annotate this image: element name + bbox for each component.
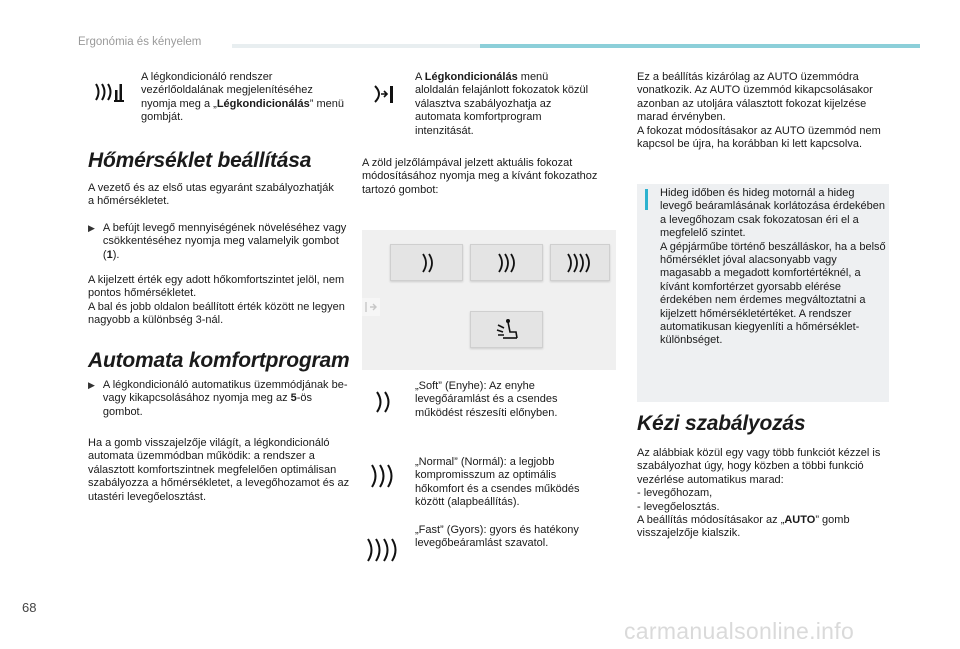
seat-airflow-button[interactable] <box>470 311 543 348</box>
manual-paragraph: Az alábbiak közül egy vagy több funkciót kézzel is szabályozhat úgy, hogy közben a többi funkció vezérlése automatikus marad: - levegőhozam, - levegőelosztás. A beállítás módosításakor az „AUTO” gomb visszajelzője kialszik. <box>637 447 881 540</box>
auto-mode-paragraph: Ez a beállítás kizárólag az AUTO üzemmódra vonatkozik. Az AUTO üzemmód kikapcsolásakor azonban az utoljára választott fokozat kijelzése marad érvényben. A fokozat módosításakor az AUTO üzemmód nem kapcsol be újra, ha korábban ki lett kapcsolva. <box>637 71 881 151</box>
panel-edge-marker <box>362 298 380 316</box>
temp-heading: Hőmérséklet beállítása <box>88 149 312 172</box>
fan-step-icon <box>373 83 397 105</box>
manual-heading: Kézi szabályozás <box>637 412 806 435</box>
fast-description: „Fast” (Gyors): gyors és hatékony levegőbeáramlást szavatol. <box>415 524 579 550</box>
fast-fan-button[interactable] <box>550 244 610 281</box>
fan-soft-icon <box>416 252 438 274</box>
info-icon <box>645 189 648 210</box>
fan-normal-icon <box>366 462 402 490</box>
temp-bullet <box>88 222 348 262</box>
tip-text: Hideg időben és hideg motornál a hideg levegő beáramlásának korlátozása érdekében a levegőhozam csak fokozatosan éri el a megfelelő szintet. A gépjárműbe történő beszálláskor, ha a belső hőmérséklet jóval alacsonyabb vagy magasabb a megadott komfortértéknél, a kívánt komfortérzet gyorsabb elérése érdekében nem érdemes megváltoztatni a kijelzett hőmérsékletértéket. A rendszer automatikusan kiegyenlíti a hőmérséklet-különbséget. <box>660 187 886 347</box>
page-number: 68 <box>22 600 37 615</box>
watermark: carmanualsonline.info <box>624 618 855 644</box>
bullet-arrow-icon: ▶ <box>88 380 95 390</box>
fan-normal-icon <box>493 252 521 274</box>
fan-fast-icon <box>564 252 596 274</box>
auto-heading: Automata komfortprogram <box>88 349 350 372</box>
temp-bullet-text: A befújt levegő mennyiségének növeléséhez vagy csökkentéséhez nyomja meg valamelyik gombot (1). <box>102 222 347 261</box>
seat-airflow-icon <box>494 318 520 342</box>
temp-para-2: A kijelzett érték egy adott hőkomfortszintet jelöl, nem pontos hőmérsékletet. A bal és jobb oldalon beállított érték között ne legyen nagyobb a különbség 3-nál. <box>88 274 345 327</box>
auto-bullet <box>88 379 348 419</box>
menu-paragraph: A Légkondicionálás menü aloldalán felajánlott fokozatok közül választva szabályozhatja az automata komfortprogram intenzitását. <box>415 71 589 137</box>
header-rule-light <box>232 44 482 48</box>
header-rule-accent <box>480 44 920 48</box>
bullet-arrow-icon: ▶ <box>88 223 95 233</box>
auto-bullet-text: A légkondicionáló automatikus üzemmódjának be- vagy kikapcsolásához nyomja meg az 5-ös gombot. <box>102 379 348 418</box>
green-lamp-paragraph: A zöld jelzőlámpával jelzett aktuális fokozat módosításához nyomja meg a kívánt fokozathoz tartozó gombot: <box>362 157 598 196</box>
normal-description: „Normal” (Normál): a legjobb kompromisszum az optimális hőkomfort és a csendes működés között (alapbeállítás). <box>415 456 580 509</box>
auto-para: Ha a gomb visszajelzője világít, a légkondicionáló automata üzemmódban működik: a rendszer a választott komfortszintnek megfelelően optimálisan szabályozza a hőmérsékletet, a levegőhozamot és az utastéri levegőelosztást. <box>88 437 350 503</box>
soft-fan-button[interactable] <box>390 244 463 281</box>
fan-fast-icon <box>364 536 406 564</box>
normal-fan-button[interactable] <box>470 244 543 281</box>
soft-description: „Soft” (Enyhe): Az enyhe levegőáramlást és a csendes működést részesíti előnyben. <box>415 380 558 419</box>
fan-soft-icon <box>370 389 398 415</box>
section-header: Ergonómia és kényelem <box>78 36 202 48</box>
temp-para-1: A vezető és az első utas egyaránt szabályozhatják a hőmérsékletet. <box>88 182 334 208</box>
intro-paragraph: A légkondicionáló rendszer vezérlőoldalának megjelenítéséhez nyomja meg a „Légkondicionálás” menü gombját. <box>141 71 344 124</box>
fan-bars-icon <box>92 79 126 105</box>
